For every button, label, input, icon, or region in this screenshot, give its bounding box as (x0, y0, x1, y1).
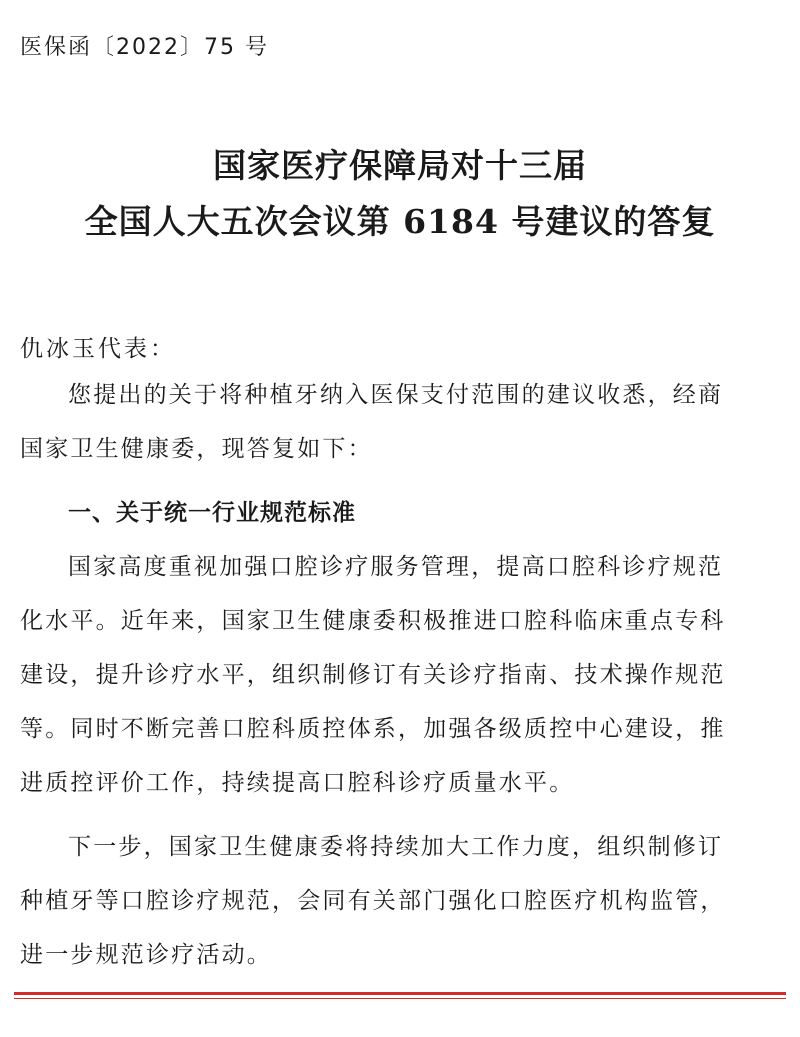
red-divider-thick (14, 992, 786, 995)
paragraph-section-1 (20, 540, 780, 810)
paragraph-next-step (20, 820, 780, 982)
document-title-line-1: 国家医疗保障局对十三届 (213, 146, 587, 185)
paragraph-line: 等。同时不断完善口腔科质控体系，加强各级质控中心建设，推 (20, 716, 726, 742)
paragraph-line: 您提出的关于将种植牙纳入医保支付范围的建议收悉，经商 (68, 382, 724, 408)
paragraph-intro (20, 368, 780, 476)
section-heading-1: 一、关于统一行业规范标准 (68, 500, 356, 526)
salutation: 仇冰玉代表： (20, 336, 176, 362)
paragraph-line: 国家卫生健康委，现答复如下： (20, 436, 373, 462)
paragraph-line: 下一步，国家卫生健康委将持续加大工作力度，组织制修订 (68, 834, 724, 860)
paragraph-line: 建设，提升诊疗水平，组织制修订有关诊疗指南、技术操作规范 (20, 662, 726, 688)
red-divider-thin (14, 998, 786, 999)
paragraph-line: 国家高度重视加强口腔诊疗服务管理，提高口腔科诊疗规范 (68, 554, 724, 580)
paragraph-line: 进一步规范诊疗活动。 (20, 942, 272, 968)
document-title-line-2: 全国人大五次会议第 6184 号建议的答复 (84, 202, 716, 241)
paragraph-line: 进质控评价工作，持续提高口腔科诊疗质量水平。 (20, 770, 575, 796)
paragraph-line: 化水平。近年来，国家卫生健康委积极推进口腔科临床重点专科 (20, 608, 726, 634)
document-number: 医保函〔2022〕75 号 (20, 35, 269, 60)
paragraph-line: 种植牙等口腔诊疗规范，会同有关部门强化口腔医疗机构监管， (20, 888, 726, 914)
